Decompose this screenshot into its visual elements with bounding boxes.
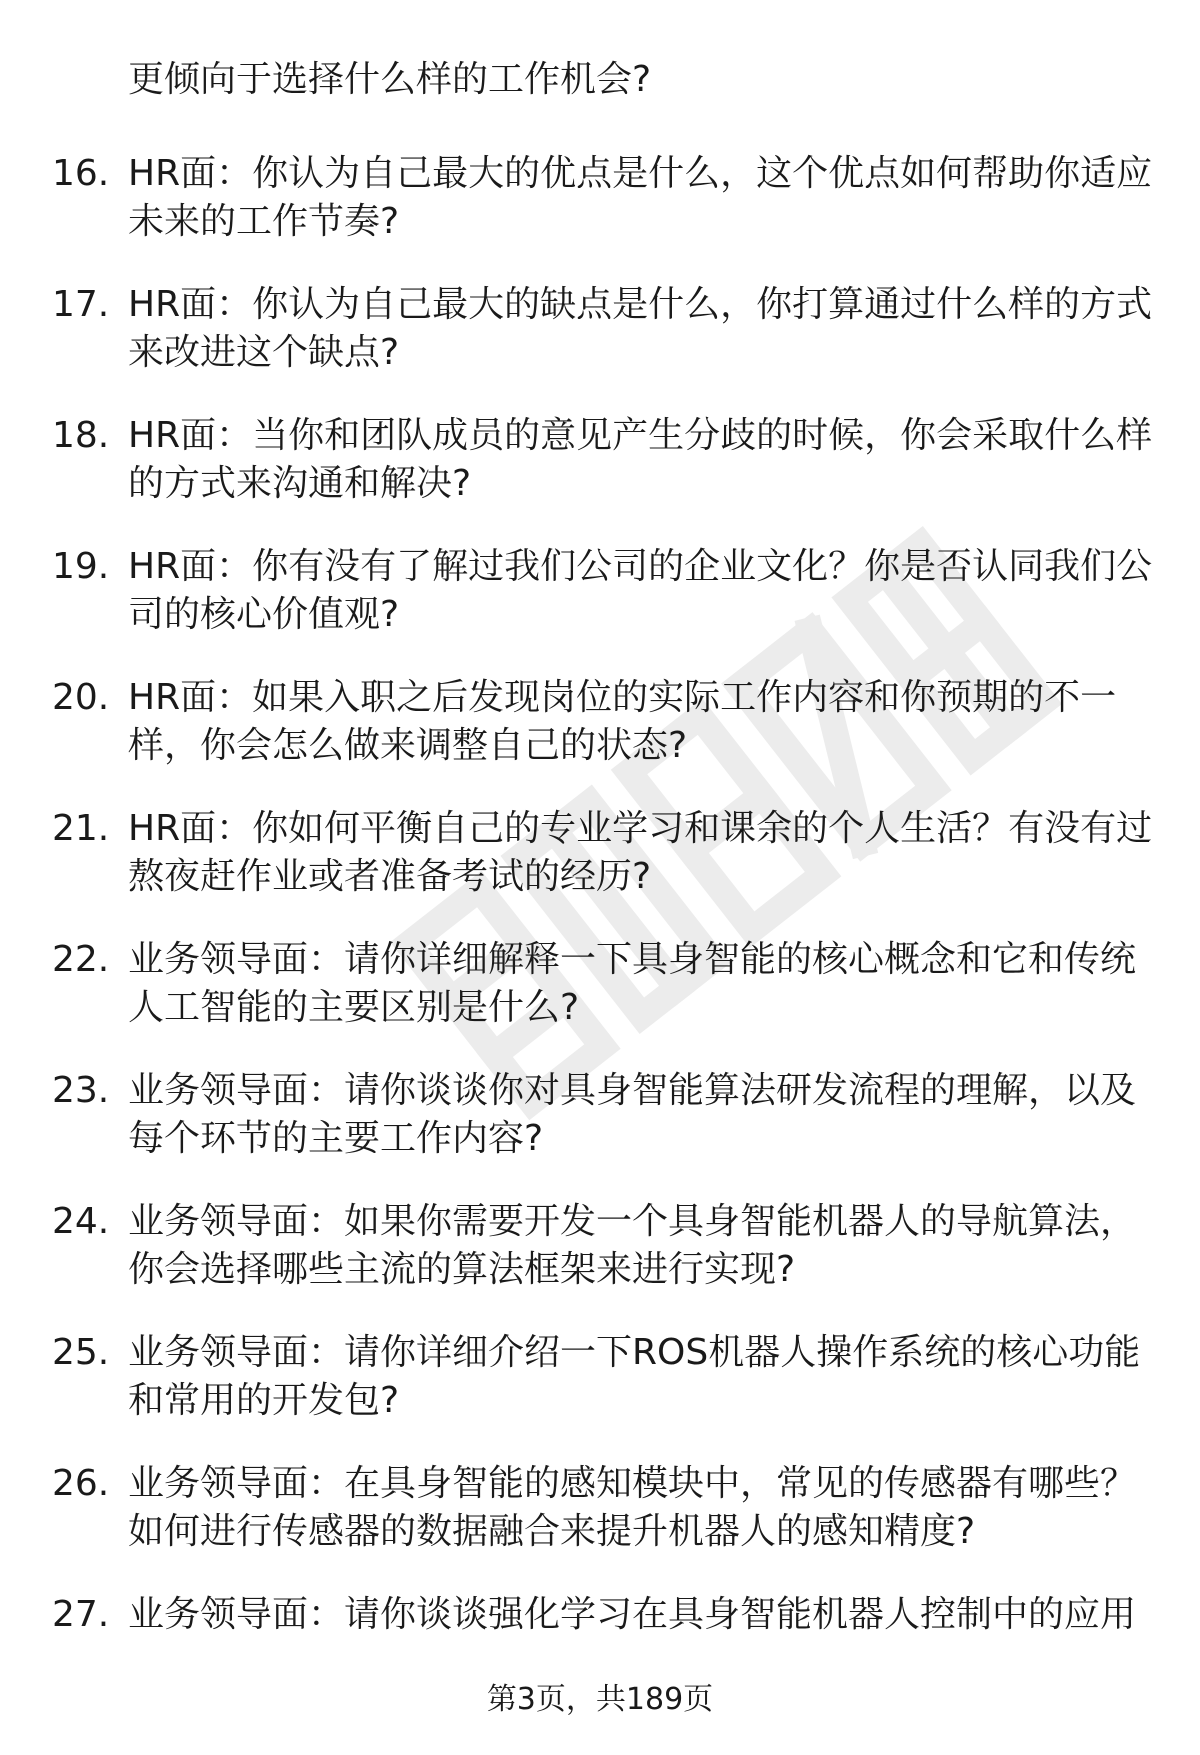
question-item bbox=[0, 412, 1200, 543]
question-text-line: HR面：你认为自己最大的缺点是什么，你打算通过什么样的方式 bbox=[128, 284, 1153, 325]
question-item bbox=[0, 1198, 1200, 1329]
question-number: 16. bbox=[52, 153, 110, 194]
question-number: 27. bbox=[52, 1594, 110, 1635]
question-text-line: 样，你会怎么做来调整自己的状态? bbox=[128, 725, 688, 766]
question-number: 19. bbox=[52, 546, 110, 587]
question-text-line: 业务领导面：在具身智能的感知模块中，常见的传感器有哪些？ bbox=[128, 1463, 1137, 1504]
question-text-line: 来改进这个缺点? bbox=[128, 332, 400, 373]
question-number: 18. bbox=[52, 415, 110, 456]
question-list bbox=[0, 150, 1200, 1722]
question-text-line: 业务领导面：请你谈谈你对具身智能算法研发流程的理解，以及 bbox=[128, 1070, 1137, 1111]
question-text bbox=[128, 543, 1158, 639]
question-text-line: HR面：你认为自己最大的优点是什么，这个优点如何帮助你适应 bbox=[128, 153, 1153, 194]
question-number: 26. bbox=[52, 1463, 110, 1504]
question-number: 22. bbox=[52, 939, 110, 980]
question-text-line: 的方式来沟通和解决? bbox=[128, 463, 472, 504]
question-number: 24. bbox=[52, 1201, 110, 1242]
question-text bbox=[128, 1198, 1158, 1294]
question-text bbox=[128, 936, 1158, 1032]
question-item bbox=[0, 150, 1200, 281]
question-item bbox=[0, 281, 1200, 412]
question-text-line: HR面：当你和团队成员的意见产生分歧的时候，你会采取什么样 bbox=[128, 415, 1153, 456]
question-text bbox=[128, 1067, 1158, 1163]
question-item bbox=[0, 543, 1200, 674]
question-text bbox=[128, 805, 1158, 901]
question-text-line: 和常用的开发包? bbox=[128, 1380, 400, 1421]
question-text-line: 每个环节的主要工作内容? bbox=[128, 1118, 544, 1159]
question-text bbox=[128, 412, 1158, 508]
question-text-line: 人工智能的主要区别是什么? bbox=[128, 987, 580, 1028]
question-text-line: HR面：如果入职之后发现岗位的实际工作内容和你预期的不一 bbox=[128, 677, 1117, 718]
question-text bbox=[128, 1460, 1158, 1556]
question-item bbox=[0, 1067, 1200, 1198]
question-number: 23. bbox=[52, 1070, 110, 1111]
question-number: 25. bbox=[52, 1332, 110, 1373]
question-text-line: 业务领导面：请你详细解释一下具身智能的核心概念和它和传统 bbox=[128, 939, 1137, 980]
question-text bbox=[128, 674, 1158, 770]
page-footer: 第3页，共189页 bbox=[486, 1682, 714, 1717]
question-text-line: 未来的工作节奏? bbox=[128, 201, 400, 242]
question-text-line: 你会选择哪些主流的算法框架来进行实现? bbox=[128, 1249, 796, 1290]
question-item bbox=[0, 1460, 1200, 1591]
question-text-line: 业务领导面：请你详细介绍一下ROS机器人操作系统的核心功能 bbox=[128, 1332, 1141, 1373]
question-text-line: HR面：你如何平衡自己的专业学习和课余的个人生活？有没有过 bbox=[128, 808, 1153, 849]
question-text-line: 如何进行传感器的数据融合来提升机器人的感知精度? bbox=[128, 1511, 976, 1552]
question-text bbox=[128, 1591, 1158, 1639]
question-number: 17. bbox=[52, 284, 110, 325]
question-text bbox=[128, 1329, 1158, 1425]
question-text bbox=[128, 150, 1158, 246]
question-number: 20. bbox=[52, 677, 110, 718]
question-text bbox=[128, 281, 1158, 377]
question-item bbox=[0, 674, 1200, 805]
continued-question-text: 更倾向于选择什么样的工作机会? bbox=[128, 59, 652, 100]
question-text-line: 司的核心价值观? bbox=[128, 594, 400, 635]
question-text-line: 业务领导面：请你谈谈强化学习在具身智能机器人控制中的应用 bbox=[128, 1594, 1137, 1635]
question-text-line: 业务领导面：如果你需要开发一个具身智能机器人的导航算法， bbox=[128, 1201, 1137, 1242]
question-text-line: HR面：你有没有了解过我们公司的企业文化？你是否认同我们公 bbox=[128, 546, 1153, 587]
question-item bbox=[0, 1329, 1200, 1460]
question-item bbox=[0, 805, 1200, 936]
question-text-line: 熬夜赶作业或者准备考试的经历? bbox=[128, 856, 652, 897]
question-item bbox=[0, 936, 1200, 1067]
question-number: 21. bbox=[52, 808, 110, 849]
